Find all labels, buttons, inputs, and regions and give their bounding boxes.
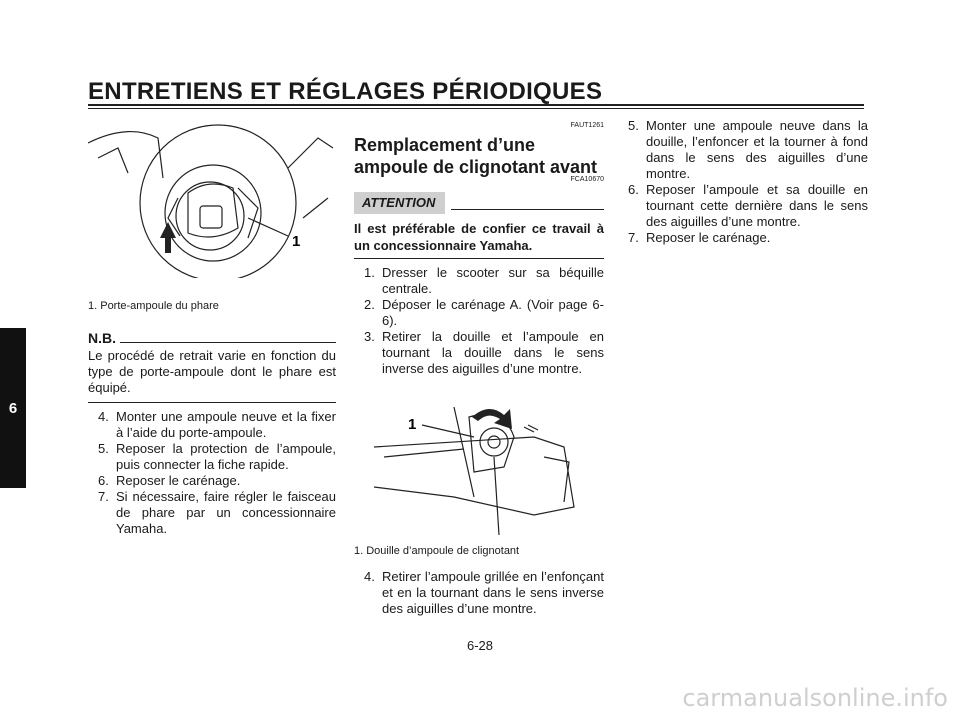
figure-callout-1: 1 <box>408 416 417 433</box>
attention-text: Il est préférable de confier ce travail à un concessionnaire Yamaha. <box>354 221 604 253</box>
left-steps-list <box>88 409 336 537</box>
attention-end-rule <box>354 258 604 259</box>
middle-column <box>354 118 604 617</box>
attention-badge: ATTENTION <box>354 192 445 214</box>
figure-caption: 1. Porte-ampoule du phare <box>88 300 219 312</box>
list-item: 1. Dresser le scooter sur sa béquille centrale. <box>364 265 604 296</box>
chapter-tab <box>0 328 26 488</box>
list-item: 5. Monter une ampoule neuve dans la douille, l’enfoncer et la tourner à fond dans le sens des aiguilles d’une montre. <box>628 118 868 181</box>
attention-code: FCA10670 <box>570 176 604 183</box>
nb-end-rule <box>88 402 336 403</box>
right-steps-list <box>628 118 868 246</box>
nb-text: Le procédé de retrait varie en fonction du type de porte-ampoule dont le phare est équipé. <box>88 348 336 395</box>
list-item: 2. Déposer le carénage A. (Voir page 6-6). <box>364 297 604 328</box>
header-rule-thin <box>88 108 864 109</box>
turn-signal-socket-illustration <box>354 387 604 535</box>
page-header-title: ENTRETIENS ET RÉGLAGES PÉRIODIQUES <box>88 78 603 105</box>
page-number: 6-28 <box>466 638 494 653</box>
list-item: 7. Si nécessaire, faire régler le faisceau de phare par un concessionnaire Yamaha. <box>98 489 336 536</box>
watermark: carmanualsonline.info <box>682 684 948 712</box>
figure-callout-1: 1 <box>292 233 301 250</box>
section-title: Remplacement d’une ampoule de clignotant avant <box>354 135 598 177</box>
attention-heading <box>354 192 604 214</box>
left-column <box>88 118 336 537</box>
headlight-bulb-holder-illustration <box>88 118 336 278</box>
list-item: 5. Reposer la protection de l’ampoule, puis connecter la fiche rapide. <box>98 441 336 472</box>
section-code: FAUT1261 <box>570 122 604 129</box>
list-item: 6. Reposer l’ampoule et sa douille en tournant cette dernière dans le sens des aiguilles d’une montre. <box>628 182 868 229</box>
nb-heading <box>88 330 336 346</box>
middle-steps-list <box>354 265 604 377</box>
list-item: 4. Monter une ampoule neuve et la fixer à l’aide du porte-ampoule. <box>98 409 336 440</box>
middle-steps-list-2 <box>354 569 604 617</box>
list-item: 6. Reposer le carénage. <box>98 473 241 488</box>
nb-label: N.B. <box>88 330 116 346</box>
chapter-tab-label: 6 <box>8 399 18 417</box>
list-item: 3. Retirer la douille et l’ampoule en tournant la douille dans le sens inverse des aiguilles d’une montre. <box>364 329 604 376</box>
list-item: 4. Retirer l’ampoule grillée en l’enfonçant et en la tournant dans le sens inverse des aiguilles d’une montre. <box>364 569 604 616</box>
header-rule <box>88 104 864 106</box>
right-column <box>628 118 868 246</box>
list-item: 7. Reposer le carénage. <box>628 230 771 245</box>
figure-caption: 1. Douille d’ampoule de clignotant <box>354 545 520 557</box>
